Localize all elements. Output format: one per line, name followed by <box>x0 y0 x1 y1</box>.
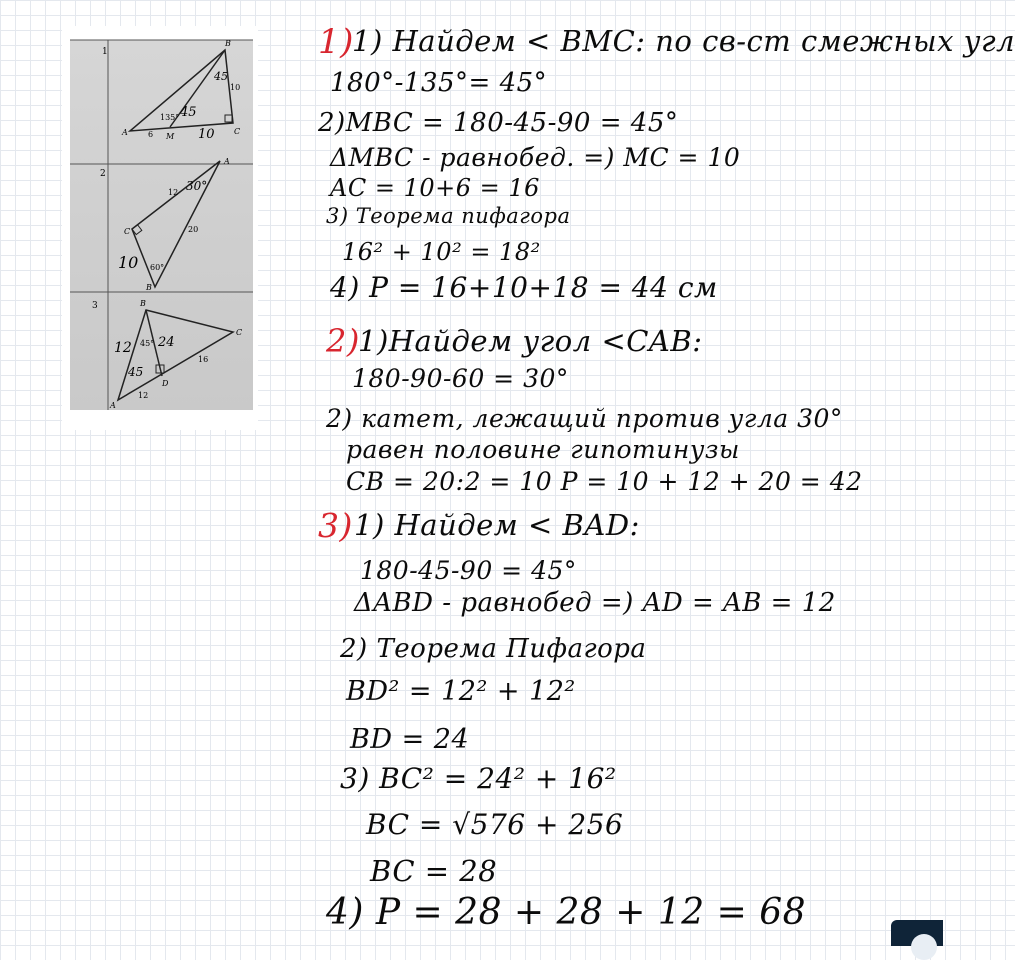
p3-line-3: ΔABD - равнобед =) AD = AB = 12 <box>354 588 836 618</box>
figure-label: 45 <box>180 105 197 120</box>
figure-label: 60° <box>150 263 165 272</box>
figure-label: 24 <box>158 335 175 350</box>
figure-label: B <box>225 39 231 48</box>
figure-label: 135° <box>160 113 180 122</box>
p3-line-8: BC = √576 + 256 <box>366 808 624 841</box>
p1-line-2: 180°-135°= 45° <box>330 68 548 98</box>
p1-line-5: AC = 10+6 = 16 <box>330 174 540 202</box>
figure-label: 45° <box>140 339 155 348</box>
p3-line-5: BD² = 12² + 12² <box>346 676 576 707</box>
row-number-1: 1 <box>102 47 108 57</box>
figure-label: 10 <box>230 83 241 92</box>
figure-label: B <box>146 283 152 292</box>
figure-label: 12 <box>168 188 179 197</box>
p3-line-1: 1) Найдем < BAD: <box>354 508 640 542</box>
p3-line-9: BC = 28 <box>370 854 498 888</box>
figure-label: 6 <box>148 130 154 139</box>
p1-line-6: 3) Теорема пифагора <box>326 204 571 228</box>
figure-label: 10 <box>118 253 139 272</box>
figure-label: D <box>162 379 169 388</box>
p1-line-8: 4) P = 16+10+18 = 44 см <box>330 271 718 304</box>
figure-label: C <box>236 328 243 337</box>
p1-line-7: 16² + 10² = 18² <box>342 238 541 266</box>
p2-line-2: 180-90-60 = 30° <box>352 364 569 393</box>
triangle-abc-3 <box>118 310 233 400</box>
problem-3-number: 3) <box>318 506 353 545</box>
p1-line-3: 2)MBC = 180-45-90 = 45° <box>318 108 679 138</box>
figure-label: B <box>140 299 146 308</box>
problem-2-number: 2) <box>326 322 360 360</box>
figure-label: M <box>166 132 175 141</box>
p2-line-1: 1)Найдем угол <CAB: <box>358 324 703 358</box>
row-number-3: 3 <box>92 301 98 311</box>
figure-label: C <box>234 127 241 136</box>
figure-label: A <box>122 128 128 137</box>
p3-line-10: 4) P = 28 + 28 + 12 = 68 <box>326 892 807 933</box>
triangle-figures <box>70 40 253 410</box>
figure-label: 10 <box>198 127 215 142</box>
problem-1-number: 1) <box>318 22 354 62</box>
figure-label: 20 <box>188 225 199 234</box>
figure-label: 16 <box>198 355 209 364</box>
row-number-2: 2 <box>100 169 106 179</box>
scroll-to-top-button[interactable] <box>891 920 943 946</box>
figure-label: 45 <box>214 70 228 83</box>
p1-line-4: ΔMBC - равнобед. =) MC = 10 <box>330 143 741 172</box>
figure-label: C <box>124 227 131 236</box>
p2-line-3: 2) катет, лежащий против угла 30° <box>326 404 843 433</box>
figure-label: A <box>224 157 230 166</box>
p3-line-4: 2) Теорема Пифагора <box>340 634 647 664</box>
figure-label: A <box>110 401 116 410</box>
p3-line-6: BD = 24 <box>350 724 470 755</box>
figure-label: 12 <box>138 391 149 400</box>
figure-label: 30° <box>186 179 208 193</box>
p2-line-4: равен половине гипотинузы <box>346 435 740 464</box>
p1-line-1: 1) Найдем < BMC: по св-ст смежных угл <box>352 24 1015 58</box>
figure-label: 12 <box>114 340 132 356</box>
figure-label: 45 <box>128 365 144 379</box>
p3-line-2: 180-45-90 = 45° <box>360 556 577 585</box>
scroll-icon <box>911 934 937 960</box>
textbook-photo <box>70 40 253 410</box>
p2-line-5: CB = 20:2 = 10 P = 10 + 12 + 20 = 42 <box>346 467 863 496</box>
p3-line-7: 3) BC² = 24² + 16² <box>340 762 617 795</box>
